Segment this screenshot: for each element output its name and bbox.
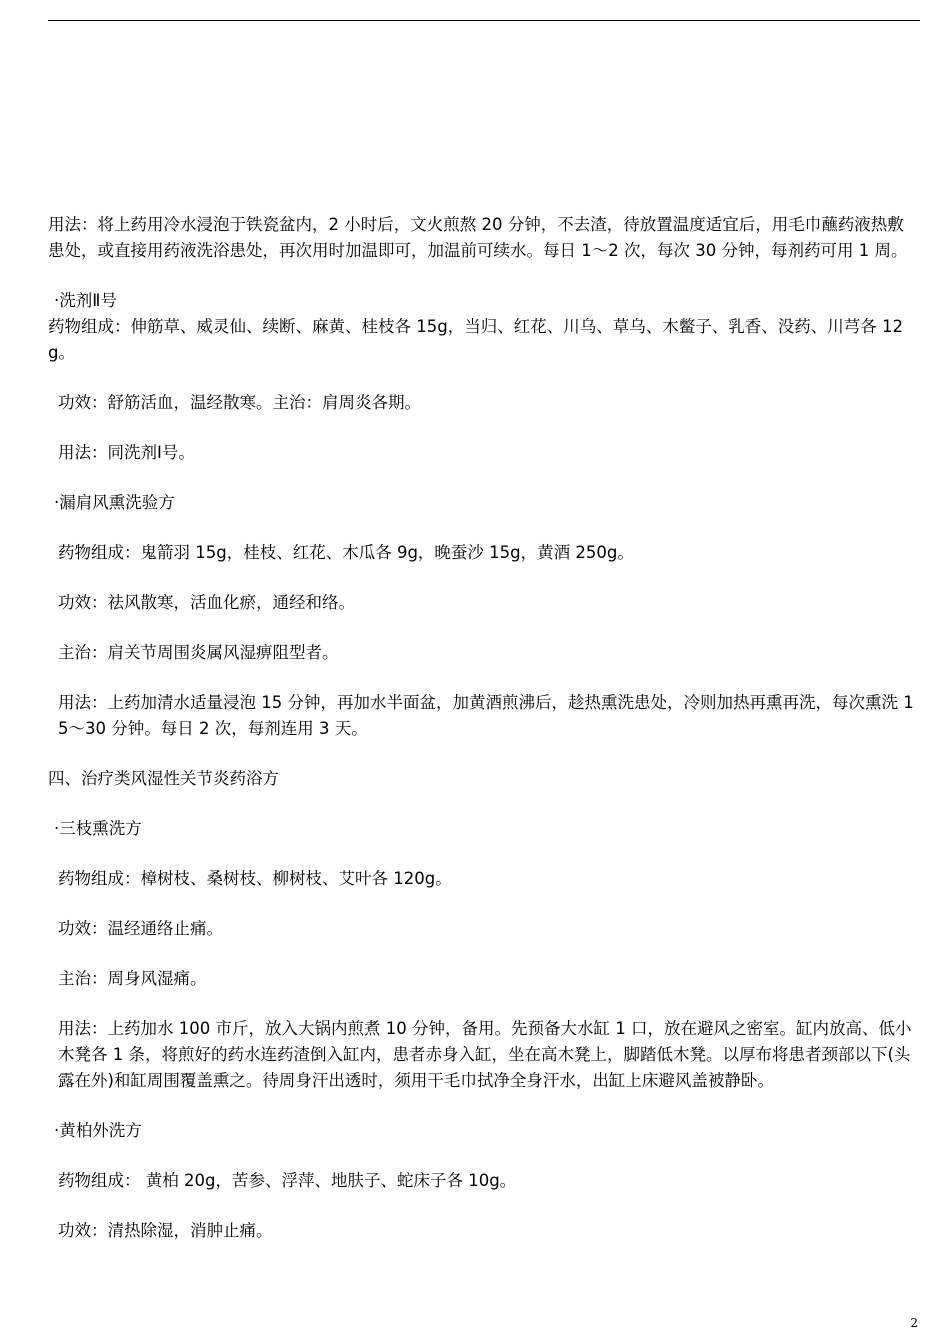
indication-paragraph: 主治：周身风湿痛。 (58, 969, 207, 988)
document-body (48, 212, 920, 1268)
usage-paragraph: 用法：上药加清水适量浸泡 15 分钟，再加水半面盆，加黄酒煎沸后，趁热熏洗患处，冷则加热再熏再洗，每次熏洗 15～30 分钟。每日 2 次，每剂连用 3 天。 (58, 693, 914, 738)
ingredients-paragraph: 药物组成： 黄柏 20g，苦参、浮萍、地肤子、蛇床子各 10g。 (58, 1171, 517, 1190)
efficacy-paragraph: 功效：清热除湿，消肿止痛。 (58, 1221, 273, 1240)
indication-paragraph: 主治：肩关节周围炎属风湿痹阻型者。 (58, 643, 339, 662)
ingredients-paragraph: 药物组成：鬼箭羽 15g，桂枝、红花、木瓜各 9g，晚蚕沙 15g，黄酒 250g。 (58, 543, 634, 562)
section-heading: 四、治疗类风湿性关节炎药浴方 (48, 769, 279, 788)
page-number: 2 (910, 1316, 918, 1330)
recipe-title-shoulder: ·漏肩风熏洗验方 (54, 493, 175, 512)
ingredients-paragraph: 药物组成：伸筋草、威灵仙、续断、麻黄、桂枝各 15g，当归、红花、川乌、草乌、木鳖子、乳香、没药、川芎各 12g。 (48, 317, 903, 362)
efficacy-paragraph: 功效：祛风散寒，活血化瘀，通经和络。 (58, 593, 355, 612)
recipe-title-three-branch: ·三枝熏洗方 (54, 819, 142, 838)
ingredients-paragraph: 药物组成：樟树枝、桑树枝、柳树枝、艾叶各 120g。 (58, 869, 452, 888)
usage-paragraph: 用法：将上药用冷水浸泡于铁瓷盆内，2 小时后，文火煎熬 20 分钟，不去渣，待放置温度适宜后，用毛巾蘸药液热敷患处，或直接用药液洗浴患处，再次用时加温即可，加温前可续水。每日 1～2 次，每次 30 分钟，每剂药可用 1 周。 (48, 215, 908, 260)
header-rule (48, 20, 920, 21)
efficacy-paragraph: 功效：温经通络止痛。 (58, 919, 223, 938)
recipe-title-phellodendron: ·黄柏外洗方 (54, 1121, 142, 1140)
recipe-title-wash-2: ·洗剂Ⅱ号 (54, 291, 117, 310)
usage-paragraph: 用法：同洗剂Ⅰ号。 (58, 443, 195, 462)
efficacy-paragraph: 功效：舒筋活血，温经散寒。主治：肩周炎各期。 (58, 393, 421, 412)
usage-paragraph: 用法：上药加水 100 市斤，放入大锅内煎煮 10 分钟，备用。先预备大水缸 1 口，放在避风之密室。缸内放高、低小木凳各 1 条，将煎好的药水连药渣倒入缸内，患者赤身入缸，坐在高木凳上，脚踏低木凳。以厚布将患者颈部以下(头露在外)和缸周围覆盖熏之。待周身汗出透时，须用干毛巾拭净全身汗水，出缸上床避风盖被静卧。 (58, 1019, 912, 1090)
